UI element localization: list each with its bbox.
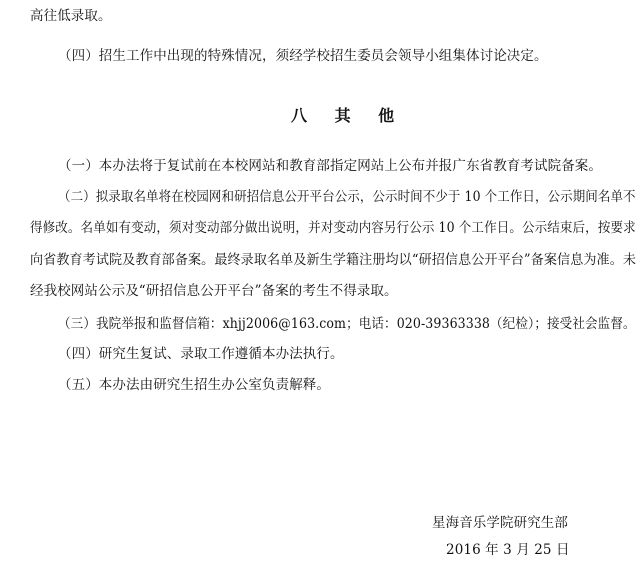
item-4-line-1: （四）研究生复试、录取工作遵循本办法执行。 [58, 346, 344, 362]
previous-section-tail: 高往低录取。 [30, 8, 112, 24]
item-5-line-1: （五）本办法由研究生招生办公室负责解释。 [58, 377, 330, 393]
signature-date: 2016 年 3 月 25 日 [446, 542, 570, 558]
item-3-line-1: （三）我院举报和监督信箱：xhjj2006@163.com；电话：020-39363338（纪检）；接受社会监督。 [58, 316, 636, 332]
item-1-line-1: （一）本办法将于复试前在本校网站和教育部指定网站上公布并报广东省教育考试院备案。 [58, 158, 602, 174]
item-2-line-4: 经我校网站公示及“研招信息公开平台”备案的考生不得录取。 [30, 283, 398, 299]
item-2-line-3: 向省教育考试院及教育部备案。最终录取名单及新生学籍注册均以“研招信息公开平台”备案信息为准。未 [30, 252, 637, 268]
previous-section-item-4: （四）招生工作中出现的特殊情况，须经学校招生委员会领导小组集体讨论决定。 [58, 48, 548, 64]
item-2-line-1: （二）拟录取名单将在校园网和研招信息公开平台公示，公示时间不少于 10 个工作日，公示期间名单不 [58, 189, 636, 205]
item-2-line-2: 得修改。名单如有变动，须对变动部分做出说明，并对变动内容另行公示 10 个工作日。公示结束后，按要求 [30, 220, 636, 236]
section-title: 八 其 他 [291, 106, 406, 125]
signature-organization: 星海音乐学院研究生部 [432, 515, 568, 531]
